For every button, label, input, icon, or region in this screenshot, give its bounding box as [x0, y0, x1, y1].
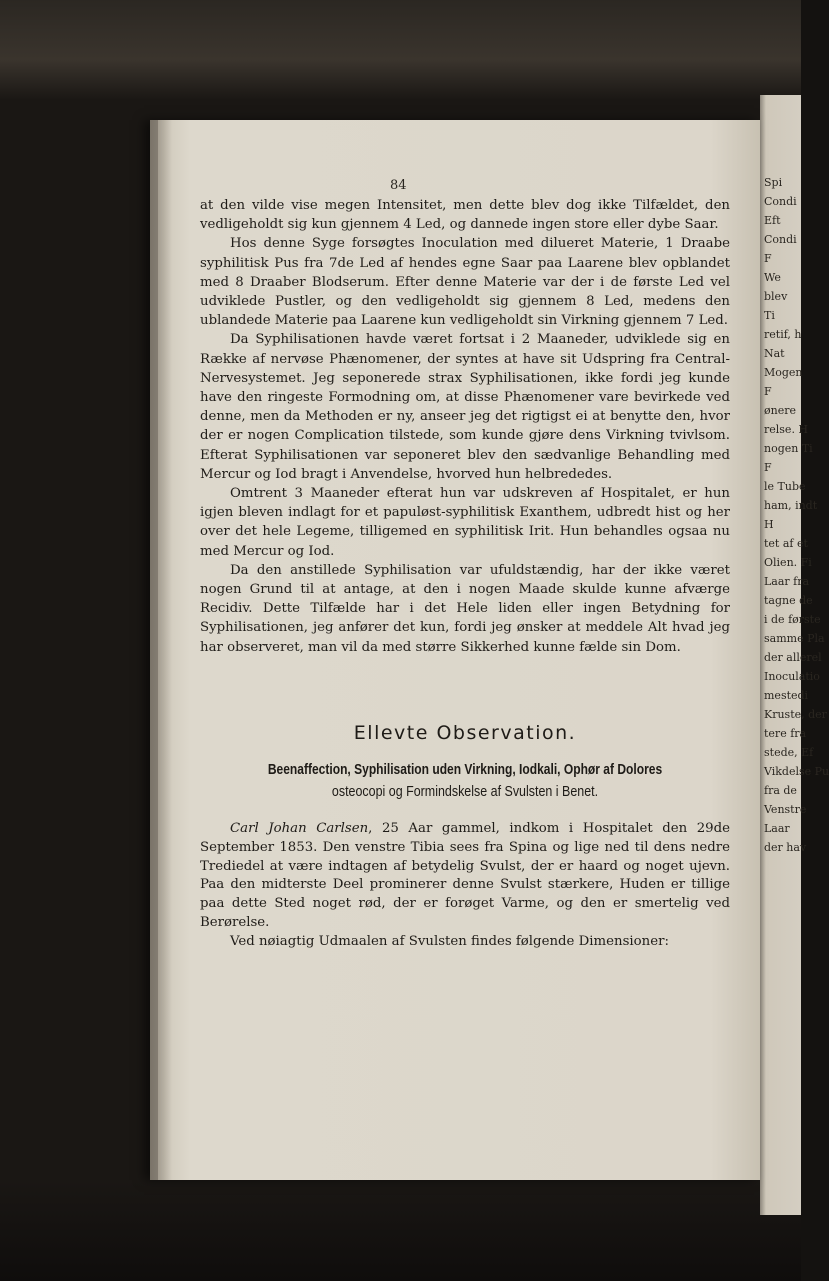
- facing-page-fragment: F: [764, 385, 772, 398]
- facing-page-fragment: Laar: [764, 822, 790, 835]
- body-text: [200, 196, 730, 657]
- facing-page-fragment: Nat: [764, 347, 785, 360]
- facing-page-fragment: Inoculatio: [764, 670, 820, 683]
- case-paragraph-intro: [200, 820, 730, 933]
- facing-page-fragment: fra de: [764, 784, 797, 797]
- facing-page-fragment: ønere: [764, 404, 796, 417]
- paragraph-nervous-phenomena: Da Syphilisationen havde været fortsat i 2 Maaneder, udviklede sig en Række af nervøse Phænomener, der syntes at have sit Udspring fra Central-Nervesystemet. Jeg seponerede strax Syphilisationen, ikke fordi jeg kunde have den ringeste Formodning om, at disse Phænomener vare bevirkede ved denne, men da Methoden er ny, anseer jeg det rigtigst ei at benytte den, hvor der er nogen Complication tilstede, som kunde gjøre dens Virkning tvivlsom. Efterat Syphilisationen var seponeret blev den sædvanlige Behandling med Mercur og Iod bragt i Anvendelse, hvorved hun helbrededes.: [200, 332, 730, 482]
- facing-page-edge: [760, 95, 829, 1215]
- case-paragraph-dimensions: Ved nøiagtig Udmaalen af Svulsten findes følgende Dimensioner:: [230, 933, 669, 949]
- facing-page-fragment: blev: [764, 290, 788, 303]
- facing-page-fragment: Kruste, der: [764, 708, 827, 721]
- facing-page-fragment: We: [764, 271, 781, 284]
- facing-page-fragment: Condi: [764, 233, 797, 246]
- facing-page-fragment: mestedi: [764, 689, 809, 702]
- case-description: , 25 Aar gammel, indkom i Hospitalet den 29de September 1853. Den venstre Tibia sees fra Spina og lige ned til dens nedre Trediedel at være indtagen af betydelig Svulst, der er haard og noget ujevn. Paa den midterste Deel prominerer denne Svulst stærkere, Huden er tillige paa dette Sted noget rød, der er forøget Varme, og den er smertelig ved Berørelse.: [200, 821, 730, 930]
- facing-page-fragment: Eft: [764, 214, 781, 227]
- facing-page-fragment: tagne de: [764, 594, 813, 607]
- facing-page-fragment: Condi: [764, 195, 797, 208]
- facing-page-fragment: retif, h: [764, 328, 802, 341]
- facing-page-fragment: stede, Ef: [764, 746, 814, 759]
- paragraph-readmission: Omtrent 3 Maaneder efterat hun var udskreven af Hospitalet, er hun igjen bleven indlagt for et papuløst-syphilitisk Exanthem, udbredt hist og her over det hele Legeme, tilligemed en syphilitisk Irit. Hun behandles ogsaa nu med Mercur og Iod.: [200, 486, 730, 559]
- patient-name: Carl Johan Carlsen: [230, 821, 369, 836]
- facing-page-fragment: Olien. Fi: [764, 556, 812, 569]
- facing-page-fragment: Vikdelse Pu: [764, 765, 829, 778]
- case-text: [200, 820, 730, 952]
- section-subtitle-line-1: Beenaffection, Syphilisation uden Virkning, Iodkali, Ophør af Dolores: [267, 762, 663, 778]
- facing-page-fragment: der hav: [764, 841, 807, 854]
- section-title: Ellevte Observation.: [353, 722, 577, 744]
- page-binding-edge: [150, 120, 158, 1180]
- facing-page-fragment: nogen Ti: [764, 442, 813, 455]
- facing-page-fragment: Mogen: [764, 366, 803, 379]
- facing-page-fragment: Ti: [764, 309, 775, 322]
- facing-page-fragment: ham, indt: [764, 499, 818, 512]
- facing-page-fragment: der allerel: [764, 651, 822, 664]
- facing-page-fragment: F: [764, 252, 772, 265]
- paragraph-conclusion: Da den anstillede Syphilisation var ufuldstændig, har der ikke været nogen Grund til at antage, at den i nogen Maade skulde kunne afværge Recidiv. Dette Tilfælde har i det Hele liden eller ingen Betydning for Syphilisationen, jeg anfører det kun, fordi jeg ønsker at meddele Alt hvad jeg har observeret, man vil da med større Sikkerhed kunne fælde sin Dom.: [200, 562, 730, 655]
- facing-page-fragments: [760, 173, 829, 857]
- paragraph-continuation: at den vilde vise megen Intensitet, men dette blev dog ikke Tilfældet, den vedligeholdt sig kun gjennem 4 Led, og dannede ingen store eller dybe Saar.: [200, 198, 730, 233]
- page-number: 84: [390, 178, 407, 193]
- facing-page-fragment: Laar fra: [764, 575, 810, 588]
- facing-page-fragment: Spi: [764, 176, 783, 189]
- facing-page-fragment: Venstre: [764, 803, 807, 816]
- facing-page-fragment: tet af et: [764, 537, 808, 550]
- facing-page-fragment: samme Pla: [764, 632, 825, 645]
- facing-page-fragment: F: [764, 461, 772, 474]
- facing-page-fragment: H: [764, 518, 774, 531]
- paragraph-inoculation: Hos denne Syge forsøgtes Inoculation med dilueret Materie, 1 Draabe syphilitisk Pus fra 7de Led af hendes egne Saar paa Laarene blev opblandet med 8 Draaber Blodserum. Efter denne Materie var der i de første Led vel udviklede Pustler, og den vedligeholdt sig gjennem 8 Led, medens den ublandede Materie paa Laarene kun vedligeholdt sin Virkning gjennem 7 Led.: [200, 236, 730, 329]
- facing-page-fragment: relse. H: [764, 423, 809, 436]
- facing-page-fragment: le Tube: [764, 480, 806, 493]
- section-subtitle-line-2: osteocopi og Formindskelse af Svulsten i Benet.: [331, 784, 599, 800]
- facing-page-fragment: i de første: [764, 613, 821, 626]
- facing-page-fragment: tere fra: [764, 727, 807, 740]
